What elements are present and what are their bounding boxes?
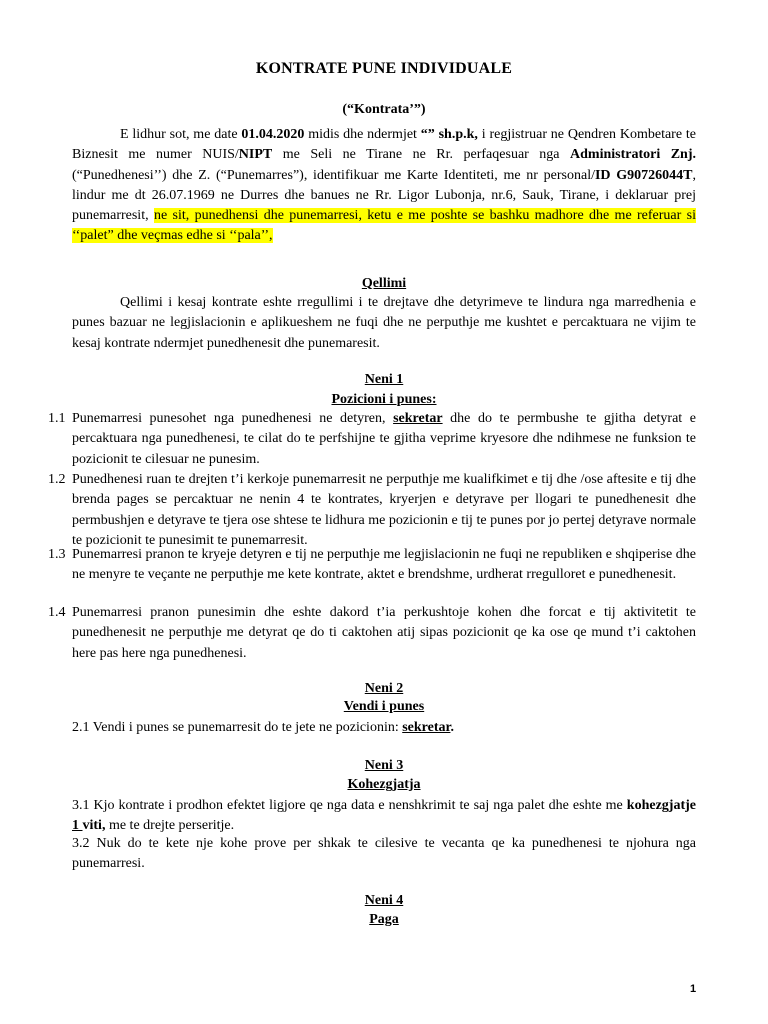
highlighted-text: ne sit, punedhensi dhe punemarresi, ketu e me poshte se bashku madhore dhe me referuar si ‘‘palet” dhe veçmas edhe si ‘‘pala’’, [72,208,696,244]
administrator-label: Administratori Znj. [570,147,697,163]
position-sekretar-2: sekretar [402,720,451,735]
document-title: KONTRATE PUNE INDIVIDUALE [255,60,513,77]
qellimi-paragraph: Qellimi i kesaj kontrate eshte rregullimi i te drejtave dhe detyrimeve te lindura nga marredhenia e punes bazuar ne legjislacionin e aplikueshem ne fuqi dhe ne perputhje me kushtet e percaktuara ne vijim te kesaj kontrate ndermjet punedhenesit dhe punemaresit. [72,295,696,351]
section-subheading-neni-4: Paga [369,912,399,927]
duration-value: 1 [72,818,83,834]
intro-paragraph: E lidhur sot, me date 01.04.2020 midis dhe ndermjet “” sh.p.k, i regjistruar ne Qendren Kombetare te Biznesit me numer NUIS/NIPT me Seli ne Tirane ne Rr. perfaqesuar nga Administratori Znj. (“Punedhenesi’’) dhe Z. (“Punemarres”), identifikuar me Karte Identiteti, me nr personal/ID G90726044T, lindur me dt 26.07.1969 ne Durres dhe banues ne Rr. Ligor Lubonja, nr.6, Sauk, Tirane, i deklaruar prej punemarresit, ne sit, punedhensi dhe punemarresi, ketu e me poshte se bashku madhore dhe me referuar si ‘‘palet” dhe veçmas edhe si ‘‘pala’’, [72,127,697,244]
company-name: “” sh.p.k, [420,127,478,142]
document-subtitle: (“Kontrata’”) [342,102,426,117]
section-subheading-neni-2: Vendi i punes [343,699,425,714]
clause-3-2: 3.2 Nuk do te kete nje kohe prove per shkak te cilesive te vecanta qe ka punedhenesi te njohura nga punemarresi. [72,836,696,872]
position-sekretar: sekretar [393,411,443,426]
section-heading-qellimi: Qellimi [361,276,407,291]
section-heading-neni-4: Neni 4 [364,893,404,908]
document-page: KONTRATE PUNE INDIVIDUALE (“Kontrata’”) E lidhur sot, me date 01.04.2020 midis dhe ndermjet “” sh.p.k, i regjistruar ne Qendren Kombetare te Biznesit me numer NUIS/NIPT me Seli ne Tirane ne Rr. perfaqesuar nga Administratori Znj. (“Punedhenesi’’) dhe Z. (“Punemarres”), identifikuar me Karte Identiteti, me nr personal/ID G90726044T, lindur me dt 26.07.1969 ne Durres dhe banues ne Rr. Ligor Lubonja, nr.6, Sauk, Tirane, i deklaruar prej punemarresit, ne sit, punedhensi dhe punemarresi, ketu e me poshte se bashku madhore dhe me referuar si ‘‘palet” dhe veçmas edhe si ‘‘pala’’, Qellimi Qellimi i kesaj kontrate eshte rregullimi i te drejtave dhe detyrimeve te lindura nga marredhenia e punes bazuar ne legjislacionin e aplikueshem ne fuqi dhe ne perputhje me kushtet e percaktuara ne vijim te kesaj kontrate ndermjet punedhenesit dhe punemaresit. Neni 1 Pozicioni i punes: 1.1 Punemarresi punesohet nga punedhenesi ne detyren, sekretar dhe do te permbushe te gjitha detyrat e percaktuara nga punedhenesi, te cilat do te perfshijne te gjitha veprime kryesore dhe ndihmese ne funksion te pozicionit te cilesuar ne punesim. 1.2 Punedhenesi ruan te drejten t’i kerkoje punemarresit ne perputhje me kualifkimet e tij dhe /ose aftesite e tij dhe brenda pages se percaktuar ne nenin 4 te kontrates, kryerjen e detyrave per llogari te punedhenesit dhe permbushjen e detyrave te tjera ose shtese te lidhura me pozicionin e tij te punes por jo pertej detyrave normale te pozicionit te punesimit te punemarresit. 1.3 Punemarresi pranon te kryeje detyren e tij ne perputhje me legjislacionin ne fuqi ne republiken e shqiperise dhe ne menyre te veçante ne perputhje me kete kontrate, aktet e brendshme, urdherat rregulloret e punedhenesit. 1.4 Punemarresi pranon punesimin dhe eshte dakord t’ia perkushtoje kohen dhe forcat e tij aktivitetit te punedhenesit ne perputhje me detyrat qe do ti caktohen atij sipas pozicionit qe ka ose qe mund t’i caktohen here pas here nga punedhenesi. Neni 2 Vendi i punes 2.1 Vendi i punes se punemarresit do te jete ne pozicionin: sekretar. Neni 3 Kohezgjatja 3.1 Kjo kontrate i prodhon efektet ligjore qe nga data e nenshkrimit te saj nga palet dhe eshte me kohezgjatje 1 viti, me te drejte perseritje. 3.2 Nuk do te kete nje kohe prove per shkak te cilesive te vecanta qe ka punedhenesi te njohura nga punemarresi. Neni 4 Paga 1 [0,0,768,1024]
section-subheading-neni-1: Pozicioni i punes: [331,392,437,407]
id-number: ID G90726044T [594,167,693,183]
page-number: 1 [690,983,697,995]
section-subheading-neni-3: Kohezgjatja [347,777,421,792]
clause-2-1: 2.1 Vendi i punes se punemarresit do te jete ne pozicionin: sekretar. [72,720,454,735]
clause-3-1: 3.1 Kjo kontrate i prodhon efektet ligjore qe nga data e nenshkrimit te saj nga palet dhe eshte me kohezgjatje 1 viti, me te drejte perseritje. [72,798,696,834]
section-heading-neni-1: Neni 1 [364,372,404,387]
section-heading-neni-3: Neni 3 [364,758,404,773]
nipt-label: NIPT [238,147,273,163]
contract-date: 01.04.2020 [241,127,305,142]
section-heading-neni-2: Neni 2 [364,681,404,696]
